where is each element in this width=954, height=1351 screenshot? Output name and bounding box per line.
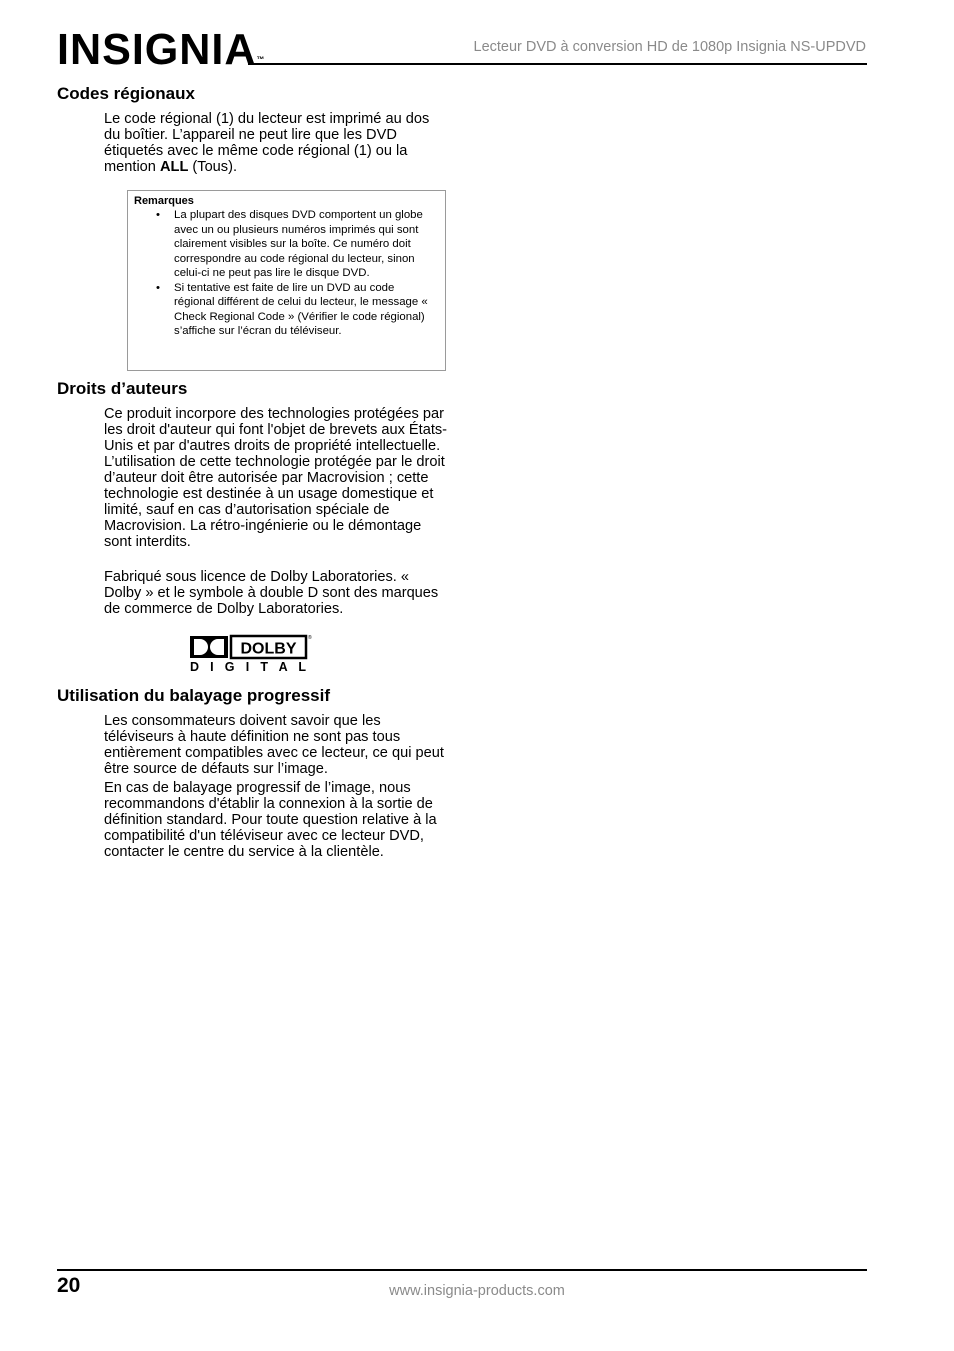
paragraph-droits-1: Ce produit incorpore des technologies protégées par les droit d'auteur qui font l'objet de brevets aux États-Unis et par d'autres droits de propriété intellectuelle. L’utilisation de cette technologie protégée par le droit d’auteur doit être autorisée par Macrovision ; cette technologie est destinée à un usage domestique et limité, sauf en cas d’autorisation spéciale de Macrovision. La rétro-ingénierie ou le démontage sont interdits. — [104, 406, 448, 550]
header-rule — [248, 63, 867, 65]
notes-box — [127, 190, 446, 371]
note-text: Si tentative est faite de lire un DVD au code régional différent de celui du lecteur, le message « Check Regional Code » (Vérifier le code régional) s’affiche sur l’écran du téléviseur. — [174, 281, 428, 337]
note-item — [128, 281, 438, 339]
heading-balayage-progressif: Utilisation du balayage progressif — [57, 686, 331, 705]
heading-droits-auteurs: Droits d’auteurs — [57, 379, 188, 398]
notes-list — [128, 208, 438, 339]
dolby-word: DOLBY — [240, 640, 297, 658]
dolby-digital-logo — [190, 633, 312, 673]
footer-rule — [57, 1269, 867, 1271]
paragraph-balayage-1: Les consommateurs doivent savoir que les téléviseurs à haute définition ne sont pas tous entièrement compatibles avec ce lecteur, ce qui peut être source de défauts sur l’image. — [104, 713, 444, 777]
footer-url: www.insignia-products.com — [389, 1283, 565, 1299]
notes-title: Remarques — [134, 195, 194, 207]
note-item — [128, 208, 438, 281]
paragraph-balayage-2: En cas de balayage progressif de l’image, nous recommandons d'établir la connexion à la sortie de définition standard. Pour toute question relative à la compatibilité d'un téléviseur avec ce lecteur DVD, contacter le centre du service à la clientèle. — [104, 780, 437, 860]
codes-text-bold: ALL — [159, 159, 189, 175]
page-number: 20 — [57, 1274, 81, 1297]
dolby-registered-mark: ® — [308, 635, 312, 641]
logo-trademark: ™ — [256, 55, 265, 64]
codes-text-after: (Tous). — [188, 159, 238, 175]
note-text: La plupart des disques DVD comportent un globe avec un ou plusieurs numéros imprimés qui sont clairement visibles sur la boîte. Ce numéro doit correspondre au code régional du lecteur, sinon celui-ci ne peut pas lire le disque DVD. — [174, 209, 423, 279]
insignia-logo — [57, 26, 264, 74]
paragraph-droits-2: Fabriqué sous licence de Dolby Laboratories. « Dolby » et le symbole à double D sont des marques de commerce de Dolby Laboratories. — [104, 569, 439, 617]
bullet-icon: • — [156, 281, 160, 294]
double-d-icon — [190, 636, 228, 658]
dolby-digital-text: D I G I T A L — [190, 660, 306, 673]
codes-text-before: Le code régional (1) du lecteur est imprimé au dos du boîtier. L’appareil ne peut lire que les DVD étiquetés avec le même code régional (1) ou la mention — [104, 111, 430, 175]
heading-codes-regionaux: Codes régionaux — [57, 84, 195, 103]
logo-text: INSIGNIA — [57, 25, 257, 74]
paragraph-codes-regionaux — [104, 111, 449, 175]
header-title: Lecteur DVD à conversion HD de 1080p Insignia NS-UPDVD — [473, 39, 866, 55]
bullet-icon: • — [156, 209, 160, 221]
